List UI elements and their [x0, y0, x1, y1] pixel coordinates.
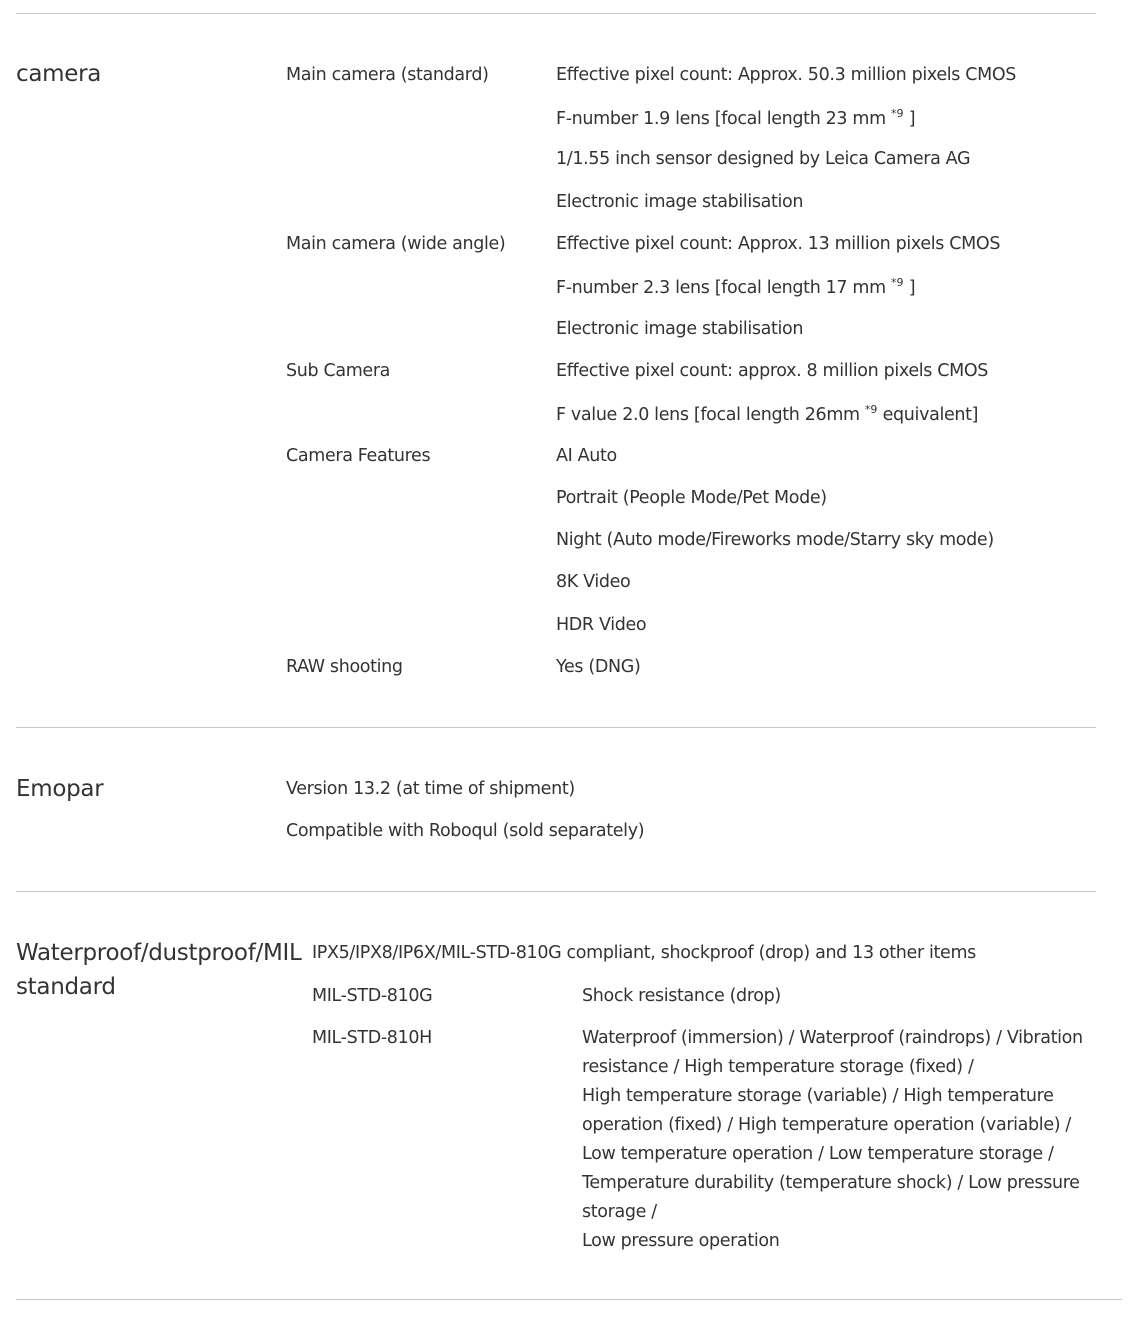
camera-heading: camera [16, 61, 102, 87]
spec-value: HDR Video [556, 615, 647, 635]
spec-value: Effective pixel count: approx. 8 million pixels CMOS [556, 361, 989, 381]
spec-value: F value 2.0 lens [focal length 26mm $^{*9}$ equivalent] [556, 403, 979, 426]
spec-label-mil-810g: MIL-STD-810G [312, 986, 433, 1006]
spec-value: F-number 1.9 lens [focal length 23 mm $^{*9}$ ] [556, 107, 916, 130]
waterproof-heading: Waterproof/dustproof/MIL standard [16, 940, 302, 1000]
spec-label-main-camera-wide: Main camera (wide angle) [286, 234, 506, 254]
spec-value: AI Auto [556, 446, 617, 466]
emopar-version: Version 13.2 (at time of shipment) [286, 779, 575, 799]
spec-value: Night (Auto mode/Fireworks mode/Starry sky mode) [556, 530, 994, 550]
footnote-ref: *9 [864, 403, 878, 416]
emopar-heading: Emopar [16, 776, 104, 802]
footnote-ref: *9 [891, 107, 904, 120]
spec-value: 1/1.55 inch sensor designed by Leica Camera AG [556, 149, 971, 169]
spec-label-main-camera-standard: Main camera (standard) [286, 65, 489, 85]
spec-label-mil-810h: MIL-STD-810H [312, 1028, 432, 1048]
spec-value: 8K Video [556, 572, 631, 592]
spec-value: Yes (DNG) [556, 657, 641, 677]
spec-value: Effective pixel count: Approx. 13 million pixels CMOS [556, 234, 1001, 254]
spec-value: Electronic image stabilisation [556, 319, 804, 339]
spec-label-camera-features: Camera Features [286, 446, 431, 466]
spec-value: F-number 2.3 lens [focal length 17 mm $^{*9}$ ] [556, 276, 916, 299]
mil-810h-test-list: Waterproof (immersion) / Waterproof (raindrops) / Vibration resistance / High temperature storage (fixed) / High temperature storage (variable) / High temperature operation (fixed) / High temperature operation (variable) / Low temperature operation / Low temperature storage / Temperature durability (temperature shock) / Low pressure storage / Low pressure operation [582, 1028, 1083, 1251]
divider-camera-emopar [16, 727, 1096, 728]
spec-value: Portrait (People Mode/Pet Mode) [556, 488, 827, 508]
footnote-ref: *9 [891, 276, 904, 289]
spec-value: Electronic image stabilisation [556, 192, 804, 212]
divider-bottom [16, 1299, 1122, 1300]
spec-value: Shock resistance (drop) [582, 986, 781, 1006]
emopar-compatibility: Compatible with Roboqul (sold separately) [286, 821, 645, 841]
spec-label-sub-camera: Sub Camera [286, 361, 391, 381]
divider-emopar-waterproof [16, 891, 1096, 892]
divider-top [16, 13, 1096, 14]
spec-value: Effective pixel count: Approx. 50.3 million pixels CMOS [556, 65, 1017, 85]
waterproof-summary: IPX5/IPX8/IP6X/MIL-STD-810G compliant, shockproof (drop) and 13 other items [312, 943, 976, 963]
spec-label-raw-shooting: RAW shooting [286, 657, 403, 677]
